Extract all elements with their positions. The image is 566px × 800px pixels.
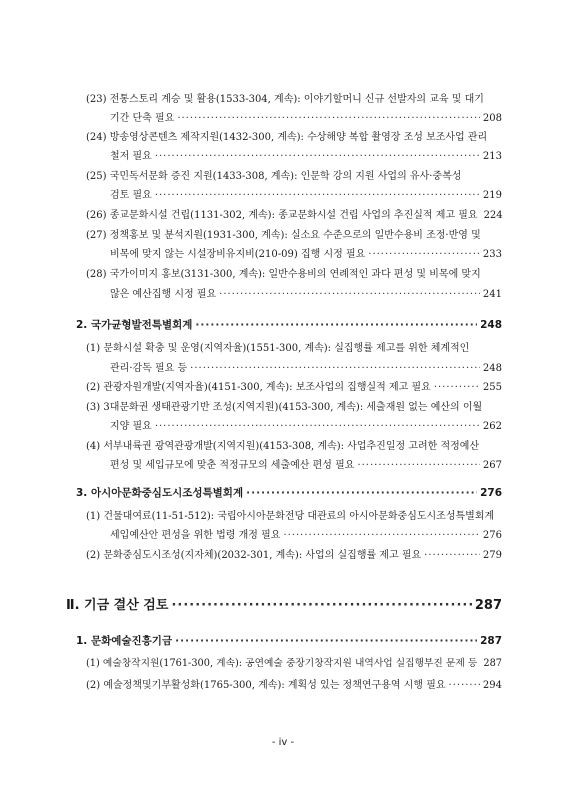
- entry-text: 정책홍보 및 분석지원(1931-300, 계속): 실소요 수준으로의 일반수용비 조정·반영 및: [109, 230, 481, 241]
- entry-number: (27): [86, 230, 107, 241]
- entry-text: 전통스토리 계승 및 활용(1533-304, 계속): 이야기할머니 신규 선발자의 교육 및 대기: [109, 94, 484, 105]
- dot-leader: [177, 112, 480, 126]
- page-number: 267: [482, 460, 502, 471]
- dot-leader: [195, 318, 477, 332]
- entry-text: 기간 단축 필요: [110, 113, 175, 124]
- dot-leader: [357, 459, 479, 473]
- page-number: 287: [483, 658, 502, 669]
- toc-entry-25-cont[interactable]: [110, 189, 502, 203]
- entry-number: (25): [86, 171, 107, 182]
- page-footer: - iv -: [271, 737, 295, 748]
- page-number: 233: [482, 249, 502, 260]
- toc-entry-3-1-cont[interactable]: [110, 529, 502, 543]
- entry-number: (2): [86, 382, 101, 393]
- page-number: 248: [480, 319, 502, 331]
- entry-text: 국민독서문화 증진 지원(1433-308, 계속): 인문학 강의 지원 사업의 유사·중복성: [109, 171, 462, 182]
- toc-entry-24-cont[interactable]: [110, 150, 502, 164]
- entry-text: 국가이미지 홍보(3131-300, 계속): 일반수용비의 연례적인 과다 편성 및 비목에 맞지: [109, 269, 481, 280]
- entry-number: (26): [86, 210, 107, 221]
- entry-text: 종교문화시설 건립(1131-302, 계속): 종교문화시설 건립 사업의 추진실적 제고 필요: [109, 210, 478, 221]
- toc-entry-23-cont[interactable]: [110, 112, 502, 126]
- page-number: 255: [482, 382, 502, 393]
- dot-leader: [155, 189, 480, 203]
- page-number: 287: [480, 635, 502, 647]
- page-number: 276: [482, 530, 502, 541]
- toc-entry-2-4-cont[interactable]: [110, 459, 502, 473]
- toc-entry-27[interactable]: [86, 229, 502, 243]
- section-title: 1. 문화예술진흥기금: [76, 635, 173, 647]
- page-number: 294: [482, 680, 502, 691]
- dot-leader: [171, 597, 471, 615]
- entry-text: 관광자원개발(지역자율)(4151-300, 계속): 보조사업의 집행실적 제고 필요: [103, 382, 431, 393]
- entry-text: 문화시설 확충 및 운영(지역자율)(1551-300, 계속): 실집행률 제고를 위한 체계적인: [103, 343, 470, 354]
- entry-text: 서부내륙권 광역관광개발(지역지원)(4153-308, 계속): 사업추진일정 고려한 적정예산: [103, 441, 480, 452]
- toc-entry-2-4[interactable]: [86, 440, 502, 454]
- page-number: 241: [482, 289, 502, 300]
- toc-entry-2-1-cont[interactable]: [110, 362, 502, 376]
- entry-text: 관리·감독 필요 등: [110, 363, 188, 374]
- entry-number: (4): [86, 441, 101, 452]
- entry-number: (1): [86, 658, 100, 669]
- section-title: 3. 아시아문화중심도시조성특별회계: [76, 487, 244, 499]
- entry-text: 문화중심도시조성(지자체)(2032-301, 계속): 사업의 실집행률 제고 필요: [103, 550, 422, 561]
- toc-entry-28-cont[interactable]: [110, 288, 502, 302]
- page-number: 213: [482, 151, 502, 162]
- entry-number: (3): [86, 402, 101, 413]
- toc-entry-26[interactable]: [86, 209, 502, 223]
- page-number: 262: [482, 421, 502, 432]
- page-number: 208: [482, 113, 502, 124]
- toc-entry-2-3[interactable]: [86, 401, 502, 415]
- entry-number: (28): [86, 269, 107, 280]
- chapter-title: Ⅱ. 기금 결산 검토: [66, 598, 169, 613]
- section-title: 2. 국가균형발전특별회계: [76, 319, 193, 331]
- dot-leader: [155, 150, 480, 164]
- dot-leader: [219, 288, 480, 302]
- page-number: 276: [480, 487, 502, 499]
- page-number: 248: [482, 363, 502, 374]
- page-number: 287: [474, 598, 502, 613]
- entry-text: 예술정책및기부활성화(1765-300, 계속): 계획성 있는 정책연구용역 시행 필요: [103, 680, 446, 691]
- entry-text: 세입예산안 편성을 위한 법령 개정 필요: [110, 530, 281, 541]
- dot-leader: [434, 381, 480, 395]
- dot-leader: [368, 248, 480, 262]
- toc-entry-3-2[interactable]: [86, 549, 502, 563]
- entry-text: 않은 예산집행 시정 필요: [110, 289, 217, 300]
- toc-entry-23[interactable]: [86, 93, 502, 107]
- entry-number: (24): [86, 132, 107, 143]
- toc-entry-4-2[interactable]: [86, 679, 502, 693]
- entry-text: 검토 필요: [110, 190, 152, 201]
- entry-number: (2): [86, 680, 101, 691]
- toc-section-2[interactable]: [76, 318, 502, 332]
- entry-number: (1): [86, 343, 101, 354]
- entry-text: 지양 필요: [110, 421, 152, 432]
- entry-number: (1): [86, 511, 101, 522]
- page-number: 219: [482, 190, 502, 201]
- dot-leader: [190, 362, 480, 376]
- toc-entry-25[interactable]: [86, 170, 502, 184]
- page-number: 224: [483, 210, 503, 221]
- toc-entry-4-1[interactable]: [86, 657, 502, 671]
- toc-section-3[interactable]: [76, 486, 502, 500]
- toc-section-4[interactable]: [76, 634, 502, 648]
- toc-entry-3-1[interactable]: [86, 510, 502, 524]
- toc-chapter-2[interactable]: [66, 597, 502, 615]
- dot-leader: [175, 634, 477, 648]
- entry-text: 편성 및 세입규모에 맞춘 적정규모의 세출예산 편성 필요: [110, 460, 355, 471]
- entry-text: 방송영상콘텐츠 제작지원(1432-300, 계속): 수상해양 복합 촬영장 조성 보조사업 관리: [109, 132, 488, 143]
- entry-text: 비목에 맞지 않는 시설장비유지비(210-09) 집행 시정 필요: [110, 249, 366, 260]
- entry-text: 건물대여료(11-51-512): 국립아시아문화전당 대관료의 아시아문화중심도시조성특별회계: [103, 511, 495, 522]
- entry-text: 예술창작지원(1761-300, 계속): 공연예술 중장기창작지원 내역사업 실집행부진 문제 등: [102, 658, 478, 669]
- toc-entry-27-cont[interactable]: [110, 248, 502, 262]
- toc-entry-28[interactable]: [86, 268, 502, 282]
- page-number: 279: [482, 550, 502, 561]
- toc-entry-2-1[interactable]: [86, 342, 502, 356]
- toc-entry-2-2[interactable]: [86, 381, 502, 395]
- entry-number: (2): [86, 550, 101, 561]
- dot-leader: [449, 679, 480, 693]
- dot-leader: [246, 486, 477, 500]
- entry-number: (23): [86, 94, 107, 105]
- entry-text: 철저 필요: [110, 151, 152, 162]
- dot-leader: [283, 529, 479, 543]
- toc-entry-2-3-cont[interactable]: [110, 420, 502, 434]
- dot-leader: [155, 420, 480, 434]
- dot-leader: [424, 549, 480, 563]
- toc-entry-24[interactable]: [86, 131, 502, 145]
- entry-text: 3대문화권 생태관광기반 조성(지역지원)(4153-300, 계속): 세출재원 없는 예산의 이월: [103, 402, 483, 413]
